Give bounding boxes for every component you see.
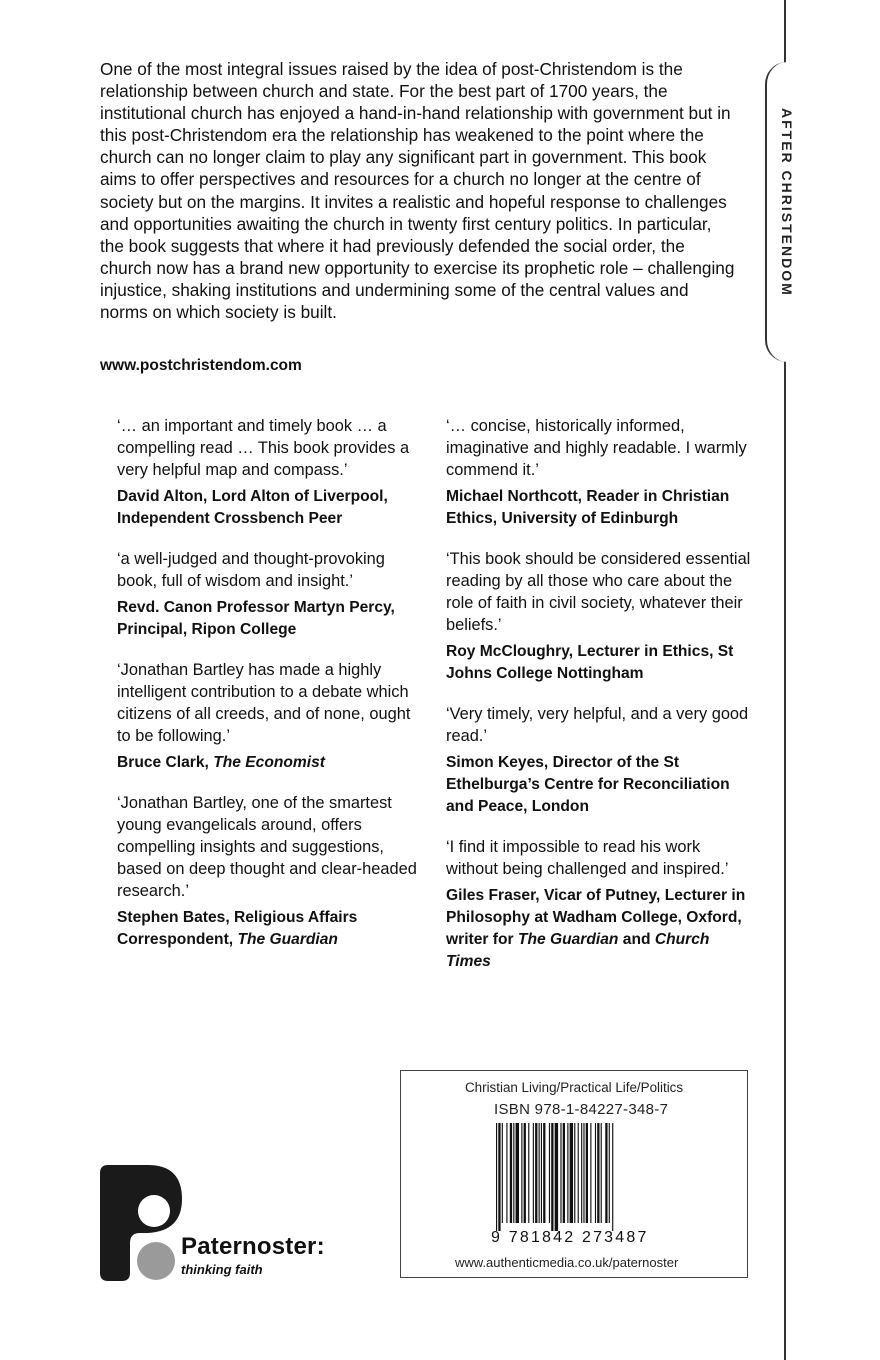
barcode-bar <box>524 1123 526 1223</box>
endorsement <box>117 659 417 774</box>
endorsement-source <box>117 752 417 774</box>
endorsement-source: Revd. Canon Professor Martyn Percy, Principal, Ripon College <box>117 599 395 638</box>
endorsement-quote: ‘Very timely, very helpful, and a very good read.’ <box>446 705 749 745</box>
source-publication: The Guardian <box>237 931 338 948</box>
endorsement-quote: ‘… concise, historically informed, imaginative and highly readable. I warmly commend it.’ <box>446 417 747 479</box>
publisher-name: Paternoster: <box>181 1233 325 1260</box>
spine-title: AFTER CHRISTENDOM <box>779 108 795 297</box>
barcode-bar <box>560 1123 561 1223</box>
endorsement <box>117 548 417 641</box>
source-text: and <box>618 931 655 948</box>
book-category: Christian Living/Practical Life/Politics <box>465 1080 684 1095</box>
endorsement <box>446 703 756 818</box>
endorsement <box>446 415 756 530</box>
barcode-bar <box>521 1123 522 1223</box>
endorsements-left-column <box>117 415 417 969</box>
endorsement-source <box>117 907 417 951</box>
barcode-bar <box>612 1123 613 1231</box>
source-text: Giles Fraser, Vicar of Putney, Lecturer in Philosophy at Wadham College, Oxford, writer for <box>446 887 746 948</box>
endorsement <box>446 836 756 973</box>
source-publication: The Economist <box>213 754 325 771</box>
endorsement-quote: ‘Jonathan Bartley, one of the smartest young evangelicals around, offers compelling insights and suggestions, based on deep thought and clear-headed research.’ <box>117 794 417 900</box>
source-publication: Church Times <box>446 931 710 970</box>
barcode-bar <box>590 1123 591 1223</box>
endorsements-right-column <box>446 415 756 991</box>
endorsement <box>446 548 756 685</box>
barcode-bar <box>605 1123 607 1223</box>
endorsement-source: Simon Keyes, Director of the St Ethelburga’s Centre for Reconciliation and Peace, London <box>446 754 730 815</box>
book-blurb: One of the most integral issues raised by the idea of post-Christendom is the relationship between church and state. For the best part of 1700 years, the institutional church has enjoyed a hand-in-hand relationship with government but in this post-Christendom era the relationship has weakened to the point where the church can no longer claim to play any significant part in government. This book aims to offer perspectives and resources for a church no longer at the centre of society but on the margins. It invites a realistic and hopeful response to challenges and opportunities awaiting the church in twenty first century politics. In particular, the book suggests that where it had previously defended the social order, the church now has a brand new opportunity to exercise its prophetic role – challenging injustice, shaking institutions and undermining some of the central values and norms on which society is built. <box>100 59 735 323</box>
barcode-bar <box>601 1123 602 1223</box>
barcode-bar <box>539 1123 540 1223</box>
endorsement-quote: ‘This book should be considered essential reading by all those who care about the role of faith in civil society, whatever their beliefs.’ <box>446 550 751 634</box>
barcode-bar <box>578 1123 579 1223</box>
endorsement-source: David Alton, Lord Alton of Liverpool, Independent Crossbench Peer <box>117 488 388 527</box>
endorsement-source: Michael Northcott, Reader in Christian Ethics, University of Edinburgh <box>446 488 730 527</box>
barcode-bar <box>549 1123 550 1223</box>
barcode-bar <box>551 1123 553 1231</box>
endorsement-quote: ‘… an important and timely book … a compelling read … This book provides a very helpful map and compass.’ <box>117 417 410 479</box>
publisher-url: www.authenticmedia.co.uk/paternoster <box>455 1255 679 1270</box>
barcode-bar <box>533 1123 534 1223</box>
paternoster-logo-icon <box>100 1165 182 1281</box>
barcode-bar <box>496 1123 497 1231</box>
barcode-bar <box>597 1123 599 1223</box>
barcode-bar <box>535 1123 537 1223</box>
spine-tab <box>765 62 827 362</box>
publisher-tagline: thinking faith <box>181 1262 263 1277</box>
source-text: Bruce Clark, <box>117 754 214 771</box>
website-link[interactable]: www.postchristendom.com <box>100 357 302 374</box>
endorsement-quote: ‘Jonathan Bartley has made a highly intelligent contribution to a debate which citizens of all creeds, and of none, ought to be following.’ <box>117 661 411 745</box>
source-text: Stephen Bates, Religious Affairs Correspondent, <box>117 909 358 948</box>
barcode-bar <box>502 1123 503 1223</box>
endorsement-quote: ‘a well-judged and thought-provoking book, full of wisdom and insight.’ <box>117 550 385 590</box>
barcode-box <box>400 1070 748 1278</box>
barcode-bar <box>609 1123 610 1223</box>
barcode-bar <box>570 1123 573 1223</box>
endorsement <box>117 792 417 951</box>
barcode-bar <box>583 1123 584 1223</box>
barcode-bar <box>510 1123 512 1223</box>
barcode-bar <box>574 1123 575 1223</box>
barcode-bar <box>563 1123 565 1223</box>
endorsement <box>117 415 417 530</box>
barcode-bar <box>513 1123 514 1223</box>
barcode-bar <box>506 1123 507 1223</box>
barcode-bar <box>555 1123 558 1231</box>
endorsement-source: Roy McCloughry, Lecturer in Ethics, St Johns College Nottingham <box>446 643 734 682</box>
barcode-bar <box>498 1123 500 1231</box>
barcode-bar <box>528 1123 529 1223</box>
barcode-bar <box>541 1123 542 1223</box>
barcode-bar <box>543 1123 545 1223</box>
barcode-bar <box>595 1123 596 1223</box>
isbn-text: ISBN 978-1-84227-348-7 <box>494 1101 669 1118</box>
barcode-bar <box>567 1123 568 1223</box>
endorsement-source <box>446 885 756 973</box>
source-publication: The Guardian <box>517 931 619 948</box>
endorsement-quote: ‘I find it impossible to read his work without being challenged and inspired.’ <box>446 838 729 878</box>
barcode-bar <box>516 1123 519 1223</box>
barcode-icon <box>496 1123 654 1231</box>
barcode-bar <box>586 1123 588 1223</box>
barcode-digits: 9 781842 273487 <box>491 1229 649 1246</box>
barcode-bar <box>581 1123 582 1223</box>
